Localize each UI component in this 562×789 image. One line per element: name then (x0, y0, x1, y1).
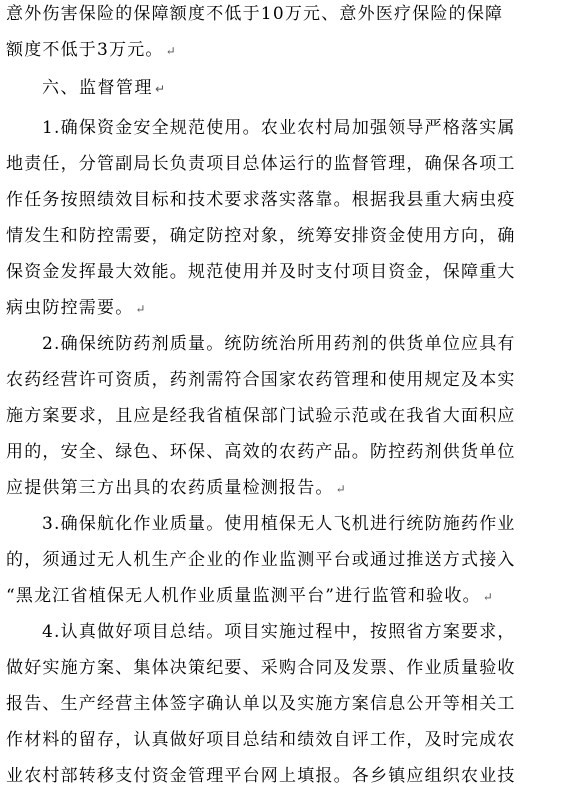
paragraph-mark-icon: ↵ (335, 482, 346, 496)
text-line: 应提供第三方出具的农药质量检测报告。 ↵ (6, 478, 346, 498)
paragraph-mark-icon: ↵ (155, 82, 166, 96)
text-line: 病虫防控需要。 ↵ (6, 298, 146, 318)
text-line: 额度不低于3万元。 ↵ (6, 40, 176, 60)
text-line: 2.确保统防药剂质量。统防统治所用药剂的供货单位应具有 (42, 334, 516, 354)
text-line: 3.确保航化作业质量。使用植保无人飞机进行统防施药作业 (42, 514, 516, 534)
text-line: 地责任，分管副局长负责项目总体运行的监督管理，确保各项工 (6, 154, 516, 174)
text-line: 用的，安全、绿色、环保、高效的农药产品。防控药剂供货单位 (6, 442, 516, 462)
text-line: 作材料的留存，认真做好项目总结和绩效自评工作，及时完成农 (6, 730, 516, 750)
text-line: 的，须通过无人机生产企业的作业监测平台或通过推送方式接入 (6, 550, 516, 570)
text-line: 报告、生产经营主体签字确认单以及实施方案信息公开等相关工 (6, 694, 516, 714)
text-line: 业农村部转移支付资金管理平台网上填报。各乡镇应组织农业技 (6, 766, 516, 786)
text-line: “黑龙江省植保无人机作业质量监测平台”进行监管和验收。 ↵ (6, 586, 493, 606)
text-line: 1.确保资金安全规范使用。农业农村局加强领导严格落实属 (42, 118, 516, 138)
paragraph-mark-icon: ↵ (165, 44, 176, 58)
paragraph-mark-icon: ↵ (482, 590, 493, 604)
text-line: 情发生和防控需要，确定防控对象，统筹安排资金使用方向，确 (6, 226, 516, 246)
text-line: 保资金发挥最大效能。规范使用并及时支付项目资金，保障重大 (6, 262, 516, 282)
text-line: 施方案要求，且应是经我省植保部门试验示范或在我省大面积应 (6, 406, 516, 426)
section-heading: 六、监督管理 ↵ (42, 78, 166, 98)
text-line: 意外伤害保险的保障额度不低于10万元、意外医疗保险的保障 (6, 4, 504, 24)
text-line: 4.认真做好项目总结。项目实施过程中，按照省方案要求， (42, 622, 516, 642)
paragraph-mark-icon: ↵ (135, 302, 146, 316)
text-line: 做好实施方案、集体决策纪要、采购合同及发票、作业质量验收 (6, 658, 516, 678)
text-line: 作任务按照绩效目标和技术要求落实落靠。根据我县重大病虫疫 (6, 190, 516, 210)
text-line: 农药经营许可资质，药剂需符合国家农药管理和使用规定及本实 (6, 370, 516, 390)
